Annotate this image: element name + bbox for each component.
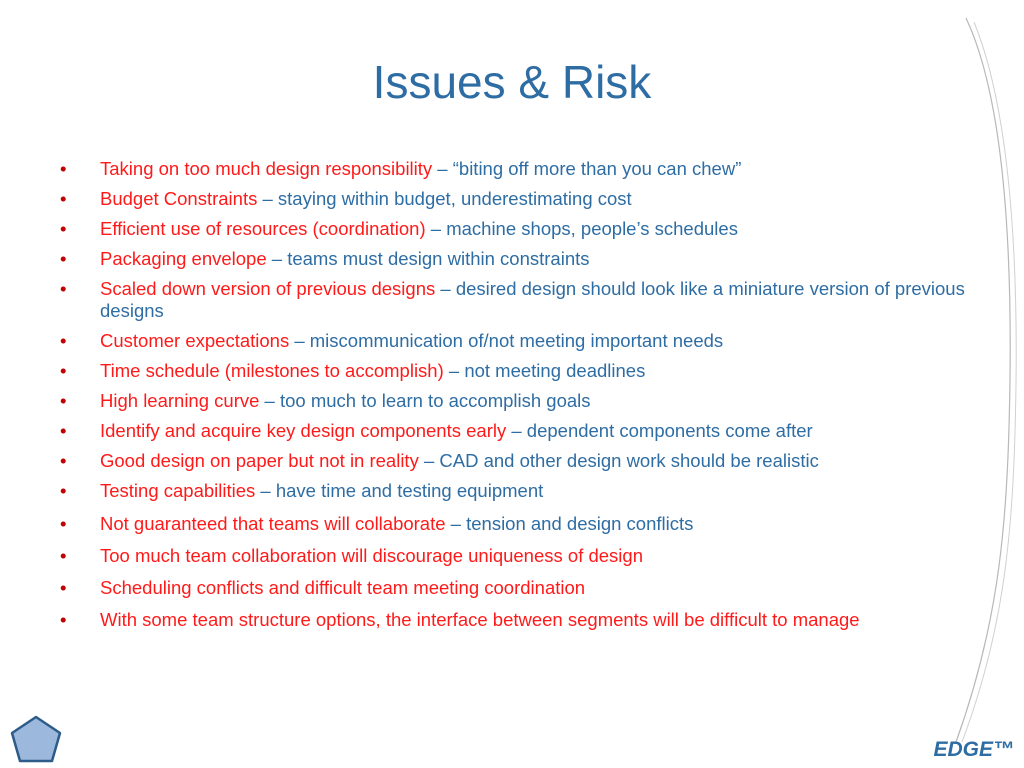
bullet-list: [56, 158, 976, 638]
bullet-lead-text: Taking on too much design responsibility: [100, 158, 433, 179]
bullet-item: [56, 158, 976, 180]
bullet-item: [56, 188, 976, 210]
bullet-detail-text: – CAD and other design work should be realistic: [418, 450, 819, 471]
bullet-detail-text: – too much to learn to accomplish goals: [259, 390, 591, 411]
bullet-lead-text: Customer expectations: [100, 330, 290, 351]
bullet-marker: •: [60, 218, 67, 239]
bullet-item: [56, 450, 976, 472]
bullet-marker: •: [60, 248, 67, 269]
bullet-item: [56, 480, 976, 502]
bullet-marker: •: [60, 420, 67, 441]
bullet-item: [56, 330, 976, 352]
bullet-lead-text: Good design on paper but not in reality: [100, 450, 419, 471]
bullet-detail-text: – not meeting deadlines: [443, 360, 646, 381]
edge-brand-logo: EDGE™: [933, 738, 1014, 761]
bullet-marker: •: [60, 360, 67, 381]
bullet-marker: •: [60, 545, 67, 566]
bullet-marker: •: [60, 609, 67, 630]
bullet-detail-text: – desired design should look like a miniature version of previous designs: [100, 278, 965, 321]
bullet-detail-text: – have time and testing equipment: [255, 480, 544, 501]
bullet-detail-text: – miscommunication of/not meeting important needs: [289, 330, 724, 351]
bullet-lead-text: With some team structure options, the interface between segments will be difficult to manage: [100, 609, 860, 630]
bullet-item: [56, 360, 976, 382]
bullet-marker: •: [60, 390, 67, 411]
pentagon-icon[interactable]: [8, 714, 64, 764]
bullet-lead-text: Scheduling conflicts and difficult team meeting coordination: [100, 577, 586, 598]
bullet-marker: •: [60, 480, 67, 501]
bullet-detail-text: – dependent components come after: [506, 420, 813, 441]
bullet-detail-text: – teams must design within constraints: [266, 248, 590, 269]
bullet-item: [56, 248, 976, 270]
bullet-lead-text: High learning curve: [100, 390, 260, 411]
slide-title: Issues & Risk: [372, 56, 652, 108]
bullet-marker: •: [60, 450, 67, 471]
bullet-item: [56, 218, 976, 240]
bullet-item: [56, 510, 976, 537]
bullet-lead-text: Too much team collaboration will discourage uniqueness of design: [100, 545, 643, 566]
bullet-lead-text: Not guaranteed that teams will collaborate: [100, 513, 446, 534]
bullet-lead-text: Efficient use of resources (coordination): [100, 218, 426, 239]
bullet-marker: •: [60, 577, 67, 598]
bullet-marker: •: [60, 513, 67, 534]
bullet-item: [56, 606, 976, 633]
bullet-item: [56, 278, 976, 322]
bullet-marker: •: [60, 278, 67, 299]
bullet-marker: •: [60, 188, 67, 209]
bullet-detail-text: – “biting off more than you can chew”: [432, 158, 742, 179]
bullet-lead-text: Testing capabilities: [100, 480, 256, 501]
bullet-lead-text: Packaging envelope: [100, 248, 267, 269]
bullet-detail-text: – tension and design conflicts: [445, 513, 694, 534]
bullet-item: [56, 542, 976, 569]
bullet-lead-text: Budget Constraints: [100, 188, 258, 209]
bullet-item: [56, 390, 976, 412]
bullet-lead-text: Time schedule (milestones to accomplish): [100, 360, 444, 381]
bullet-lead-text: Scaled down version of previous designs: [100, 278, 436, 299]
bullet-lead-text: Identify and acquire key design components early: [100, 420, 507, 441]
bullet-item: [56, 574, 976, 601]
bullet-item: [56, 420, 976, 442]
bullet-detail-text: – staying within budget, underestimating cost: [257, 188, 632, 209]
bullet-detail-text: – machine shops, people’s schedules: [425, 218, 738, 239]
bullet-marker: •: [60, 330, 67, 351]
bullet-marker: •: [60, 158, 67, 179]
